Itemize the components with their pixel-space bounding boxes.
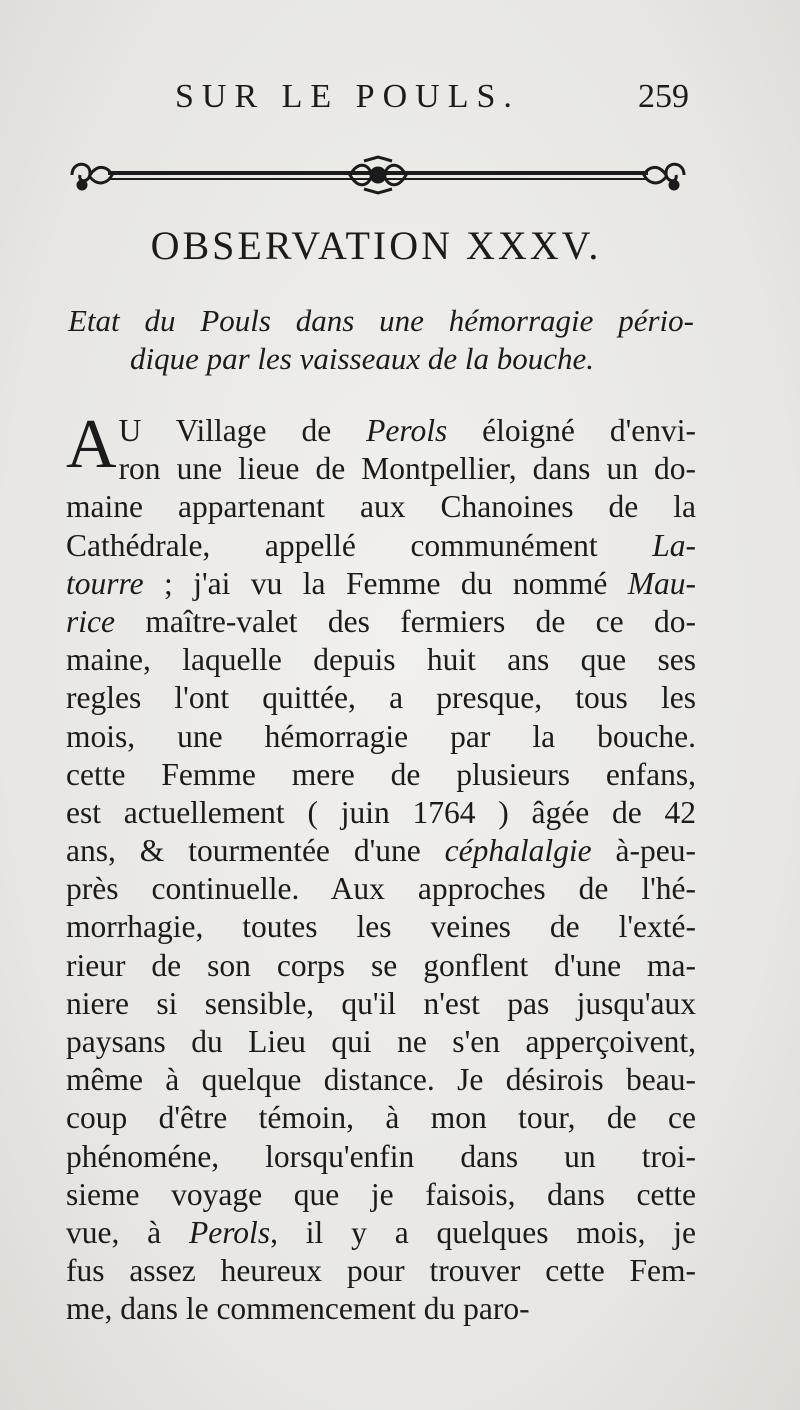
text-line [66, 908, 696, 946]
text-run: maître-valet des fermiers de ce do- [114, 603, 696, 639]
italic-text-run: Perols [366, 413, 448, 448]
running-head [175, 78, 695, 122]
text-line [66, 985, 696, 1023]
ornamental-rule [68, 155, 688, 197]
text-run: près continuelle. Aux approches de l'hé- [66, 871, 696, 907]
text-line [66, 1061, 696, 1099]
text-line [66, 450, 696, 488]
text-line [66, 1290, 696, 1328]
text-run: regles l'ont quittée, a presque, tous les [66, 680, 696, 716]
text-run: sieme voyage que je faisois, dans cette [66, 1176, 696, 1212]
text-run: même à quelque distance. Je désirois beau- [66, 1062, 696, 1098]
drop-cap: A [66, 406, 117, 483]
text-line [66, 679, 696, 717]
body-text [66, 406, 696, 1329]
text-line [66, 488, 696, 526]
observation-title: OBSERVATION XXXV. [150, 223, 602, 268]
observation-subtitle [68, 300, 694, 376]
text-run: cette Femme mere de plusieurs enfans, [66, 756, 696, 792]
text-run: U Village de [118, 413, 367, 448]
text-line [66, 1252, 696, 1290]
text-line [66, 641, 696, 679]
text-run: mois, une hémorragie par la bouche. [66, 718, 696, 754]
text-run: maine appartenant aux Chanoines de la [66, 489, 696, 525]
text-run: éloigné d'envi- [447, 413, 696, 448]
text-run: rieur de son corps se gonflent d'une ma- [66, 947, 696, 983]
italic-text-run: Perols [189, 1214, 271, 1250]
right-flourish-icon [644, 164, 684, 189]
italic-text-run: tourre [66, 565, 144, 601]
subtitle-line-1: Etat du Pouls dans une hémorragie pério- [68, 303, 694, 338]
text-line [66, 1176, 696, 1214]
text-run: ron une lieue de Montpellier, dans un do- [118, 451, 696, 487]
text-run: fus assez heureux pour trouver cette Fem- [66, 1253, 696, 1289]
left-flourish-icon [72, 164, 112, 189]
text-line [66, 1023, 696, 1061]
text-line [66, 870, 696, 908]
text-line [66, 527, 696, 565]
italic-text-run: Mau- [627, 565, 696, 601]
text-run: paysans du Lieu qui ne s'en apperçoivent, [66, 1024, 696, 1059]
text-line [66, 947, 696, 985]
text-run: maine, laquelle depuis huit ans que ses [66, 642, 696, 678]
text-run: vue, à [66, 1214, 189, 1250]
italic-text-run: La- [652, 527, 696, 563]
text-line [66, 412, 696, 450]
running-head-title: SUR LE POULS. [175, 78, 520, 115]
text-run: ; j'ai vu la Femme du nommé [143, 565, 628, 601]
text-run: morrhagie, toutes les veines de l'exté- [66, 909, 696, 945]
text-run: est actuellement ( juin 1764 ) âgée de 42 [66, 794, 696, 830]
text-line [66, 794, 696, 832]
text-line [66, 1214, 696, 1252]
text-line [66, 756, 696, 794]
text-run: , il y a quelques mois, je [270, 1214, 696, 1250]
text-line [66, 603, 696, 641]
text-run: coup d'être témoin, à mon tour, de ce [66, 1100, 696, 1136]
text-line [66, 1099, 696, 1137]
text-run: ans, & tourmentée d'une [66, 833, 445, 869]
italic-text-run: rice [66, 603, 115, 639]
text-line [66, 718, 696, 756]
text-line [66, 1138, 696, 1176]
italic-text-run: céphalalgie [444, 833, 592, 869]
text-run: Cathédrale, appellé communément [66, 527, 653, 563]
text-line [66, 832, 696, 870]
text-run: niere si sensible, qu'il n'est pas jusqu'aux [66, 985, 696, 1021]
page-number: 259 [638, 78, 689, 115]
text-run: phénoméne, lorsqu'enfin dans un troi- [66, 1138, 696, 1174]
subtitle-line-2: dique par les vaisseaux de la bouche. [130, 341, 595, 377]
text-run: à-peu- [591, 833, 696, 869]
text-run: me, dans le commencement du paro- [66, 1291, 530, 1327]
text-line [66, 565, 696, 603]
